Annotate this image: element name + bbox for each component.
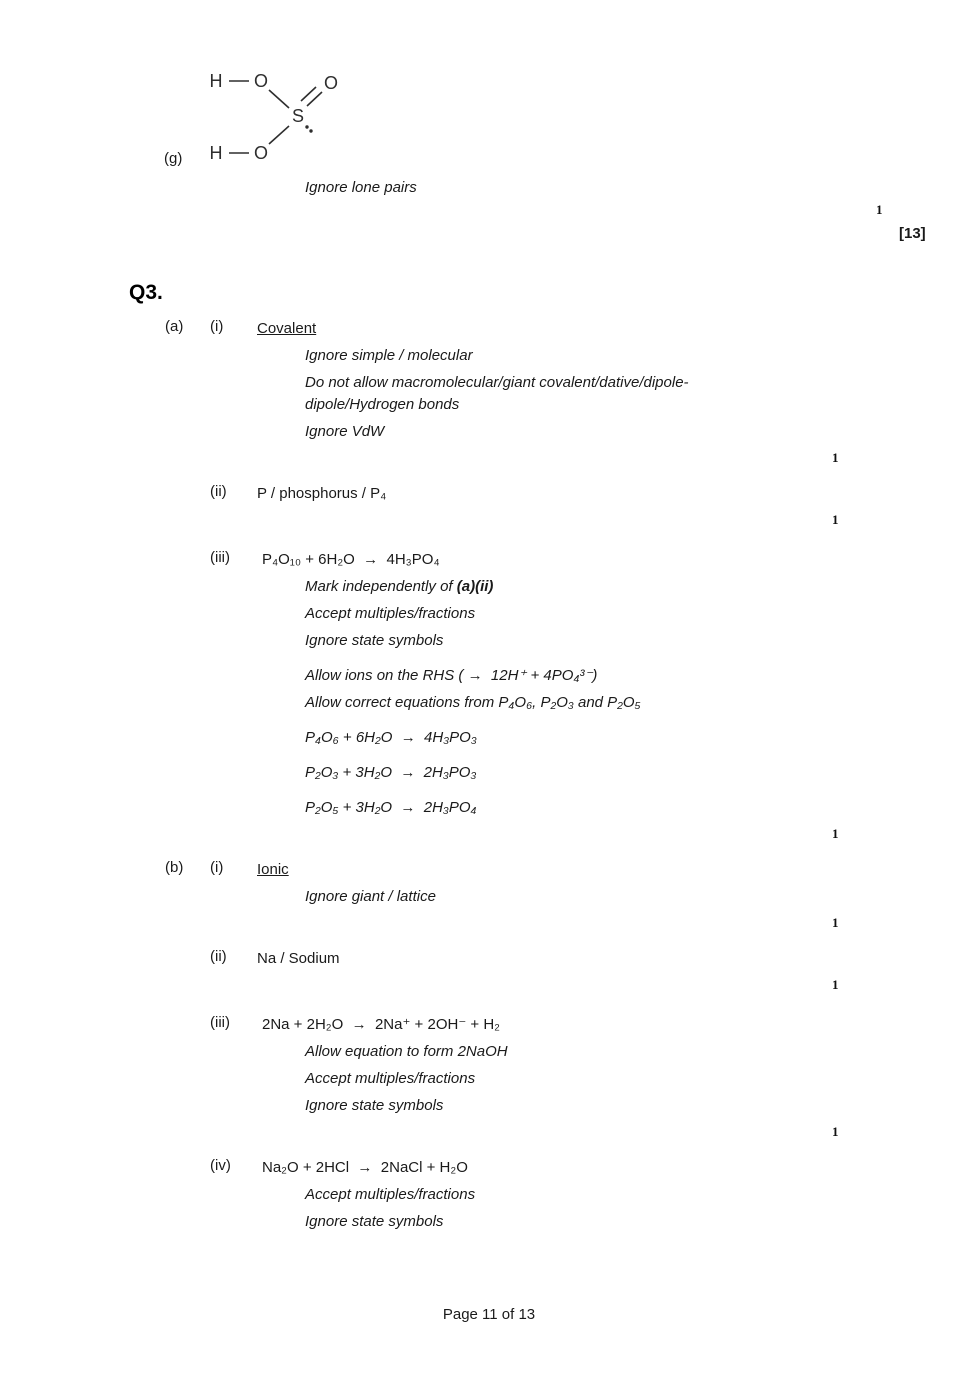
question-number: Q3. xyxy=(129,281,163,304)
roman-numeral: (ii) xyxy=(210,483,227,500)
note-line: Allow equation to form 2NaOH xyxy=(305,1043,508,1060)
roman-numeral: (iii) xyxy=(210,1014,230,1031)
answer-text: P / phosphorus / P₄ xyxy=(257,485,387,502)
note-line: Ignore state symbols xyxy=(305,632,444,649)
question-3 xyxy=(0,281,978,1249)
part-b-iii xyxy=(0,1014,978,1141)
alt-equation: P₂O₃ + 3H₂O → 2H₃PO₃ xyxy=(305,764,477,781)
roman-numeral: (iv) xyxy=(210,1157,231,1174)
note-line: Mark independently of (a)(ii) xyxy=(305,578,494,595)
bond-o-s-bottom xyxy=(269,126,289,144)
lone-pair-dot xyxy=(309,129,312,132)
roman-numeral: (i) xyxy=(210,859,224,876)
answer-text: Ionic xyxy=(257,861,289,878)
atom-h-top: H xyxy=(209,71,223,91)
mark-value: 1 xyxy=(832,826,839,841)
roman-numeral: (ii) xyxy=(210,948,227,965)
bold-reference: (a)(ii) xyxy=(456,578,494,595)
answer-equation: Na₂O + 2HCl → 2NaCl + H₂O xyxy=(262,1159,468,1176)
mark-value: 1 xyxy=(832,450,839,465)
answer-equation: 2Na + 2H₂O → 2Na⁺ + 2OH⁻ + H₂ xyxy=(262,1016,500,1033)
note-line: Ignore state symbols xyxy=(305,1097,444,1114)
lone-pair-dot xyxy=(305,125,308,128)
mark-value: 1 xyxy=(832,977,839,992)
page-footer: Page 11 of 13 xyxy=(442,1306,536,1323)
note-line: Accept multiples/fractions xyxy=(305,605,476,622)
mark-value: 1 xyxy=(876,202,883,217)
atom-h-bottom: H xyxy=(209,143,223,163)
mark-value: 1 xyxy=(832,915,839,930)
part-a-iii xyxy=(0,549,978,843)
atom-o-right: O xyxy=(323,73,339,93)
roman-numeral: (iii) xyxy=(210,549,230,566)
marking-notes xyxy=(305,576,918,819)
note-line: Ignore VdW xyxy=(305,423,385,440)
note-line: Accept multiples/fractions xyxy=(305,1186,476,1203)
mark-value: 1 xyxy=(832,512,839,527)
marking-notes xyxy=(305,1184,918,1233)
marking-notes xyxy=(305,345,918,443)
marking-notes xyxy=(305,1041,918,1117)
note-line: Ignore simple / molecular xyxy=(305,347,473,364)
answer-text: Covalent xyxy=(257,320,317,337)
part-label-g: (g) xyxy=(164,150,183,167)
note-line: Do not allow macromolecular/giant covalent/dative/dipole-dipole/Hydrogen bonds xyxy=(305,374,689,413)
marking-notes xyxy=(305,886,918,908)
note-line: Ignore giant / lattice xyxy=(305,888,436,905)
note-line: Allow correct equations from P₄O₆, P₂O₃ and P₂O₅ xyxy=(305,694,641,711)
part-b-iv xyxy=(0,1157,978,1233)
roman-numeral: (i) xyxy=(210,318,224,335)
alt-equation: P₄O₆ + 6H₂O → 4H₃PO₃ xyxy=(305,729,477,746)
bond-o-s-top xyxy=(269,90,289,108)
part-a-ii xyxy=(0,483,978,529)
part-b-i xyxy=(0,859,978,932)
part-a-i xyxy=(0,318,978,467)
note-line: Allow ions on the RHS ( → 12H⁺ + 4PO₄³⁻) xyxy=(305,667,598,684)
part-label-a: (a) xyxy=(165,318,184,335)
note-ignore-lone-pairs: Ignore lone pairs xyxy=(305,179,417,196)
note-line: Ignore state symbols xyxy=(305,1213,444,1230)
note-line: Accept multiples/fractions xyxy=(305,1070,476,1087)
alt-equation: P₂O₅ + 3H₂O → 2H₃PO₄ xyxy=(305,799,477,816)
question-total-marks: [13] xyxy=(899,225,926,242)
mark-value: 1 xyxy=(832,1124,839,1139)
answer-text: Na / Sodium xyxy=(257,950,340,967)
part-label-b: (b) xyxy=(165,859,184,876)
answer-equation: P₄O₁₀ + 6H₂O → 4H₃PO₄ xyxy=(262,551,440,568)
part-b-ii xyxy=(0,948,978,994)
structure-diagram xyxy=(198,58,373,176)
atom-o-bottom: O xyxy=(253,143,269,163)
atom-s: S xyxy=(291,106,305,126)
atom-o-top: O xyxy=(253,71,269,91)
